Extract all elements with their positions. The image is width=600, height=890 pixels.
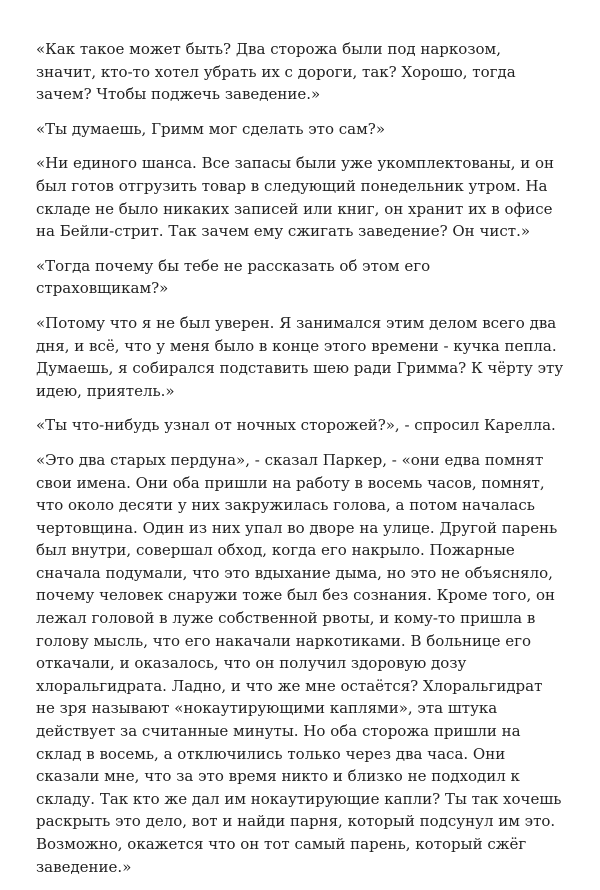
paragraph-5: «Потому что я не был уверен. Я занимался этим делом всего два дня, и всё, что у меня было в конце этого времени - кучка пепла. Думаешь, я собирался подставить шею ради Гримма? К чёрту эту идею, приятель.» bbox=[36, 313, 564, 400]
paragraph-2: «Ты думаешь, Гримм мог сделать это сам?» bbox=[36, 119, 385, 138]
paragraph-4: «Тогда почему бы тебе не рассказать об этом его страховщикам?» bbox=[36, 256, 431, 298]
document-page bbox=[36, 38, 564, 890]
paragraph-3: «Ни единого шанса. Все запасы были уже укомплектованы, и он был готов отгрузить товар в следующий понедельник утром. На складе не было никаких записей или книг, он хранит их в офисе на Бейли-стрит. Так зачем ему сжигать заведение? Он чист.» bbox=[36, 154, 555, 241]
paragraph-6: «Ты что-нибудь узнал от ночных сторожей?», - спросил Карелла. bbox=[36, 416, 556, 435]
paragraph-1: «Как такое может быть? Два сторожа были под наркозом, значит, кто-то хотел убрать их с дороги, так? Хорошо, тогда зачем? Чтобы поджечь заведение.» bbox=[36, 40, 516, 104]
paragraph-7: «Это два старых пердуна», - сказал Паркер, - «они едва помнят свои имена. Они оба пришли на работу в восемь часов, помнят, что около десяти у них закружилась голова, а потом началась чертовщина. Один из них упал во дворе на улице. Другой парень был внутри, совершал обход, когда его накрыло. Пожарные сначала подумали, что это вдыхание дыма, но это не объясняло, почему человек снаружи тоже был без сознания. Кроме того, он лежал головой в луже собственной рвоты, и кому-то пришла в голову мысль, что его накачали наркотиками. В больнице его откачали, и оказалось, что он получил здоровую дозу хлоральгидрата. Ладно, и что же мне остаётся? Хлоральгидрат не зря называют «нокаутирующими каплями», эта штука действует за считанные минуты. Но оба сторожа пришли на склад в восемь, а отключились только через два часа. Они сказали мне, что за это время никто и близко не подходил к складу. Так кто же дал им нокаутирующие капли? Ты так хочешь раскрыть это дело, вот и найди парня, который подсунул им это. Возможно, окажется что он тот самый парень, который сжёг заведение.» bbox=[36, 450, 562, 876]
